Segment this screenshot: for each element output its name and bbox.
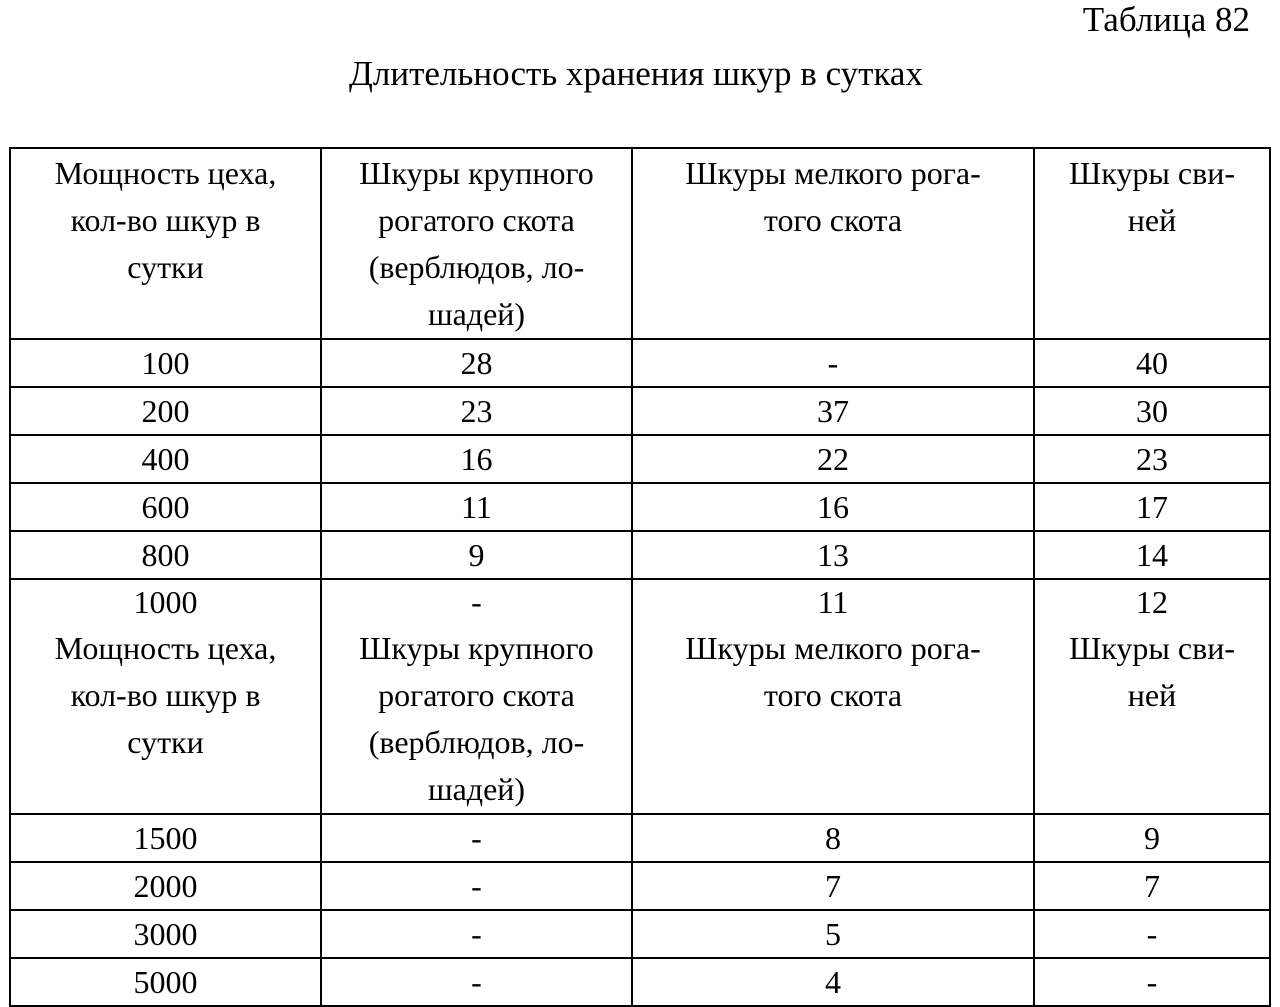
header-pig-hides: Шкуры сви- ней: [1034, 624, 1270, 814]
cell-small-cattle: 16: [632, 483, 1034, 531]
cell-capacity: 1500: [10, 814, 321, 862]
table-row: [10, 862, 1270, 910]
cell-capacity: 2000: [10, 862, 321, 910]
header-small-cattle-hides: Шкуры мелкого рога- того скота: [632, 624, 1034, 814]
header-cattle-hides: Шкуры крупного рогатого скота (верблюдов, ло- шадей): [321, 624, 632, 814]
header-pig-hides: Шкуры сви- ней: [1034, 148, 1270, 339]
cell-cattle: -: [321, 814, 632, 862]
cell-capacity: 800: [10, 531, 321, 579]
repeated-header-row: [10, 624, 1270, 814]
cell-cattle: -: [321, 862, 632, 910]
cell-small-cattle: 22: [632, 435, 1034, 483]
cell-capacity: 3000: [10, 910, 321, 958]
cell-capacity: 600: [10, 483, 321, 531]
cell-cattle: 9: [321, 531, 632, 579]
cell-capacity: 200: [10, 387, 321, 435]
header-capacity: Мощность цеха, кол-во шкур в сутки: [10, 624, 321, 814]
cell-cattle: 28: [321, 339, 632, 387]
header-small-cattle-hides: Шкуры мелкого рога- того скота: [632, 148, 1034, 339]
cell-capacity: 400: [10, 435, 321, 483]
cell-pigs: 14: [1034, 531, 1270, 579]
table-number: Таблица 82: [1082, 0, 1250, 39]
table-row: [10, 339, 1270, 387]
table-row: [10, 531, 1270, 579]
cell-small-cattle: 4: [632, 958, 1034, 1006]
cell-cattle: -: [321, 910, 632, 958]
cell-pigs: -: [1034, 958, 1270, 1006]
table-row: [10, 435, 1270, 483]
table-row: [10, 958, 1270, 1006]
cell-pigs: 7: [1034, 862, 1270, 910]
table-row: [10, 483, 1270, 531]
cell-small-cattle: 13: [632, 531, 1034, 579]
cell-small-cattle: 37: [632, 387, 1034, 435]
cell-small-cattle: 11: [632, 579, 1034, 624]
cell-pigs: 9: [1034, 814, 1270, 862]
cell-pigs: 30: [1034, 387, 1270, 435]
cell-small-cattle: 5: [632, 910, 1034, 958]
header-capacity: Мощность цеха, кол-во шкур в сутки: [10, 148, 321, 339]
cell-pigs: 23: [1034, 435, 1270, 483]
cell-small-cattle: -: [632, 339, 1034, 387]
table-row: [10, 579, 1270, 624]
cell-capacity: 100: [10, 339, 321, 387]
cell-capacity: 5000: [10, 958, 321, 1006]
cell-pigs: 40: [1034, 339, 1270, 387]
table-row: [10, 387, 1270, 435]
cell-small-cattle: 8: [632, 814, 1034, 862]
cell-pigs: 12: [1034, 579, 1270, 624]
cell-small-cattle: 7: [632, 862, 1034, 910]
cell-cattle: 23: [321, 387, 632, 435]
table-row: [10, 910, 1270, 958]
cell-cattle: -: [321, 958, 632, 1006]
table-row: [10, 814, 1270, 862]
cell-pigs: 17: [1034, 483, 1270, 531]
cell-cattle: 11: [321, 483, 632, 531]
cell-pigs: -: [1034, 910, 1270, 958]
cell-cattle: 16: [321, 435, 632, 483]
table-title: Длительность хранения шкур в сутках: [349, 54, 923, 93]
cell-cattle: -: [321, 579, 632, 624]
cell-capacity: 1000: [10, 579, 321, 624]
storage-duration-table: [9, 147, 1271, 1007]
header-cattle-hides: Шкуры крупного рогатого скота (верблюдов, ло- шадей): [321, 148, 632, 339]
header-row: [10, 148, 1270, 339]
